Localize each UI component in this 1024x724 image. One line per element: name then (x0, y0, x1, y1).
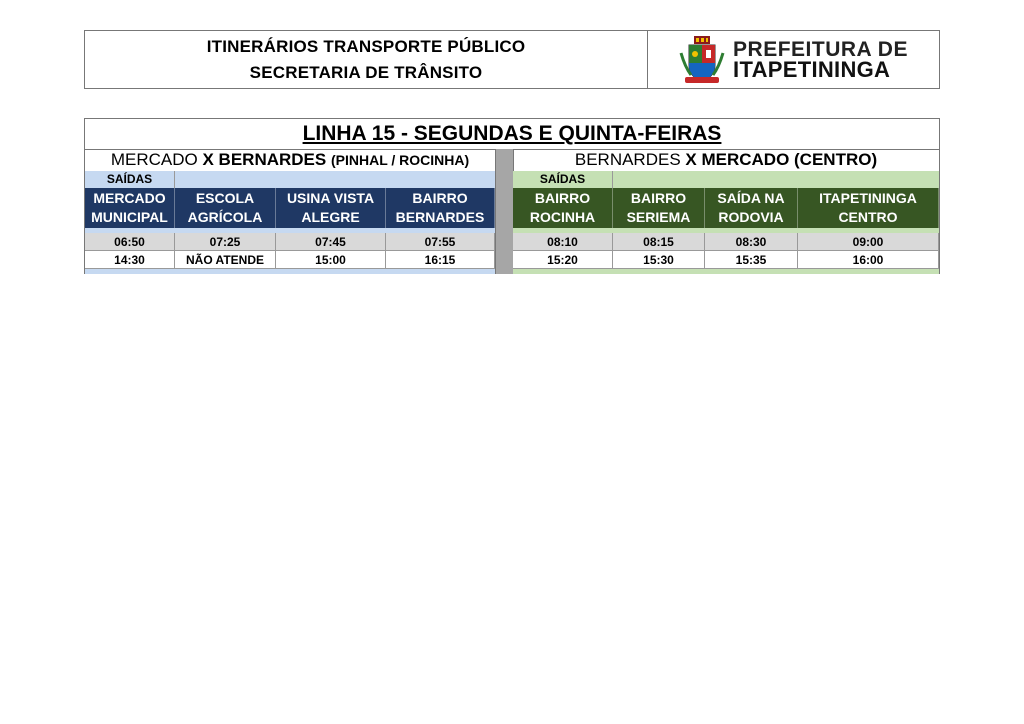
time-cell: 16:15 (386, 251, 495, 269)
stop-header-right-4: ITAPETININGA CENTRO (798, 188, 939, 228)
time-cell: 15:00 (276, 251, 386, 269)
footer-strip-right (513, 269, 939, 274)
time-cell: 08:10 (513, 233, 613, 251)
route-left-heading: MERCADO X BERNARDES (PINHAL / ROCINHA) (85, 149, 495, 172)
stop-header-right-3: SAÍDA NA RODOVIA (705, 188, 798, 228)
city-hall-logo (648, 31, 939, 88)
saidas-label-left: SAÍDAS (85, 171, 175, 188)
time-cell: 15:30 (613, 251, 705, 269)
stop-header-right-1: BAIRRO ROCINHA (513, 188, 613, 228)
time-cell: NÃO ATENDE (175, 251, 276, 269)
time-cell: 07:55 (386, 233, 495, 251)
saidas-fill-right (613, 171, 939, 188)
route-right-heading: BERNARDES X MERCADO (CENTRO) (513, 149, 939, 172)
header-line-2: SECRETARIA DE TRÂNSITO (249, 62, 483, 82)
time-cell: 14:30 (85, 251, 175, 269)
time-cell: 15:35 (705, 251, 798, 269)
brand-line-1: PREFEITURA DE (733, 37, 908, 61)
saidas-label-right: SAÍDAS (513, 171, 613, 188)
stop-header-left-3: USINA VISTA ALEGRE (276, 188, 386, 228)
time-cell: 08:15 (613, 233, 705, 251)
timetable (84, 118, 940, 274)
brand-line-2: ITAPETININGA (733, 56, 891, 82)
time-cell: 16:00 (798, 251, 939, 269)
stop-header-right-2: BAIRRO SERIEMA (613, 188, 705, 228)
time-cell: 06:50 (85, 233, 175, 251)
header-title-block (85, 31, 648, 88)
coat-of-arms-icon (679, 35, 725, 85)
time-cell: 15:20 (513, 251, 613, 269)
saidas-fill-left (175, 171, 495, 188)
document-header (84, 30, 940, 89)
time-cell: 08:30 (705, 233, 798, 251)
time-cell: 07:25 (175, 233, 276, 251)
header-line-1: ITINERÁRIOS TRANSPORTE PÚBLICO (206, 36, 526, 56)
footer-strip-left (85, 269, 495, 274)
column-separator (495, 149, 514, 274)
time-cell: 09:00 (798, 233, 939, 251)
stop-header-left-2: ESCOLA AGRÍCOLA (175, 188, 276, 228)
stop-header-left-1: MERCADO MUNICIPAL (85, 188, 175, 228)
timetable-title: LINHA 15 - SEGUNDAS E QUINTA-FEIRAS (85, 119, 939, 150)
time-cell: 07:45 (276, 233, 386, 251)
stop-header-left-4: BAIRRO BERNARDES (386, 188, 495, 228)
